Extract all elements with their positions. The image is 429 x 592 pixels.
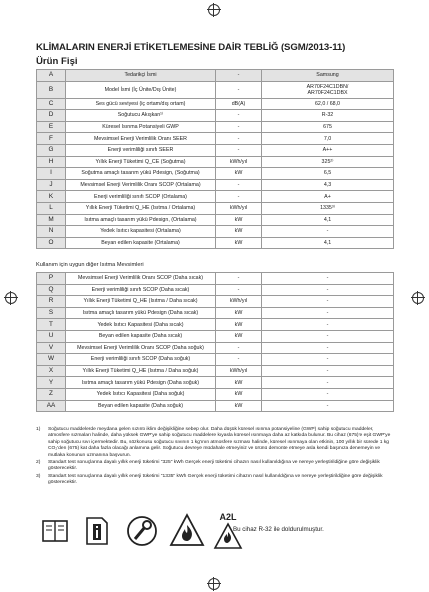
row-description: Yıllık Enerji Tüketimi Q_HE (Isıtma / Daha sıcak) <box>66 296 216 308</box>
row-letter: S <box>37 307 66 319</box>
row-description: Yıllık Enerji Tüketimi Q_HE (Isıtma / Daha soğuk) <box>66 365 216 377</box>
table-row <box>37 284 394 296</box>
row-unit: - <box>216 121 262 133</box>
table-row <box>37 307 394 319</box>
row-letter: M <box>37 214 66 226</box>
row-value: A++ <box>262 144 394 156</box>
row-value: - <box>262 400 394 412</box>
row-value: 7,0 <box>262 133 394 145</box>
row-unit: kW <box>216 168 262 180</box>
other-heating-seasons-table <box>36 272 394 412</box>
document-title: KLİMALARIN ENERJİ ETİKETLEMESİNE DAİR TEBLİĞ (SGM/2013-11) <box>36 42 346 53</box>
row-letter: L <box>37 202 66 214</box>
row-unit: - <box>216 144 262 156</box>
row-value: Samsung <box>262 70 394 82</box>
row-letter: C <box>37 98 66 110</box>
row-description: Mevsimsel Enerji Verimlilik Oranı SEER <box>66 133 216 145</box>
row-letter: U <box>37 330 66 342</box>
row-letter: N <box>37 226 66 238</box>
row-letter: B <box>37 81 66 98</box>
footnote-number: 1) <box>36 427 41 432</box>
row-letter: O <box>37 237 66 249</box>
table-row <box>37 81 394 98</box>
row-unit: kW <box>216 400 262 412</box>
row-value: 62,0 / 68,0 <box>262 98 394 110</box>
row-value: - <box>262 319 394 331</box>
table-row <box>37 110 394 122</box>
manual-book-icon <box>40 516 70 546</box>
row-letter: R <box>37 296 66 308</box>
row-description: Isıtma amaçlı tasarım yükü Pdesign (Daha soğuk) <box>66 377 216 389</box>
row-description: Enerji verimliliği sınıfı SCOP (Daha sıcak) <box>66 284 216 296</box>
flame-warning-icon <box>168 512 206 548</box>
registration-mark-top-icon <box>208 4 220 16</box>
table-row <box>37 237 394 249</box>
info-document-icon <box>82 515 112 547</box>
row-value: - <box>262 354 394 366</box>
row-description: Beyan edilen kapasite (Daha soğuk) <box>66 400 216 412</box>
table-row <box>37 179 394 191</box>
row-letter: T <box>37 319 66 331</box>
row-description: Mevsimsel Enerji Verimlilik Oranı SCOP (Daha soğuk) <box>66 342 216 354</box>
table-row <box>37 354 394 366</box>
registration-mark-bottom-icon <box>208 578 220 590</box>
row-letter: X <box>37 365 66 377</box>
row-letter: I <box>37 168 66 180</box>
row-letter: E <box>37 121 66 133</box>
row-description: Beyan edilen kapasite (Ortalama) <box>66 237 216 249</box>
row-description: Yıllık Enerji Tüketimi Q_CE (Soğutma) <box>66 156 216 168</box>
row-value: - <box>262 377 394 389</box>
row-letter: V <box>37 342 66 354</box>
registration-mark-right-icon <box>412 292 424 304</box>
tool-warning-icon <box>125 515 159 547</box>
row-value: AR70F24C1DBN/ AR70F24C1DBX <box>262 81 394 98</box>
other-heating-seasons-label: Kullanım için uygun diğer Isıtma Mevsimleri <box>36 262 144 268</box>
footnote-number: 2) <box>36 460 41 466</box>
row-value: 4,1 <box>262 214 394 226</box>
row-description: Enerji verimliliği sınıfı SCOP (Ortalama) <box>66 191 216 203</box>
table-row <box>37 319 394 331</box>
row-unit: kW <box>216 319 262 331</box>
row-unit: - <box>216 354 262 366</box>
row-value: 1335³⁾ <box>262 202 394 214</box>
table-row <box>37 273 394 285</box>
refrigerant-note: Bu cihaz R-32 ile doldurulmuştur. <box>233 526 324 533</box>
row-description: Yıllık Enerji Tüketimi Q_HE (Isıtma / Ortalama) <box>66 202 216 214</box>
row-unit: - <box>216 273 262 285</box>
row-unit: - <box>216 81 262 98</box>
document-subtitle: Ürün Fişi <box>36 56 78 67</box>
row-unit: - <box>216 70 262 82</box>
row-description: Yedek Isıtıcı kapasitesi (Ortalama) <box>66 226 216 238</box>
row-value: - <box>262 273 394 285</box>
row-unit: kW <box>216 388 262 400</box>
row-unit: - <box>216 110 262 122</box>
row-value: - <box>262 284 394 296</box>
table-row <box>37 133 394 145</box>
row-value: 325²⁾ <box>262 156 394 168</box>
row-letter: P <box>37 273 66 285</box>
footnote-text: Standart test sonuçlarına dayalı yıllık enerji tüketimi "325" kWh Gerçek enerji tüketimi cihazın nasıl kullanıldığına ve nereye yerleştirildiğine göre değişiklik gösterecektir. <box>48 460 380 472</box>
row-unit: kW <box>216 377 262 389</box>
row-description: Isıtma amaçlı tasarım yükü Pdesign, (Ortalama) <box>66 214 216 226</box>
row-value: - <box>262 226 394 238</box>
row-letter: D <box>37 110 66 122</box>
row-value: 4,3 <box>262 179 394 191</box>
table-row <box>37 121 394 133</box>
row-letter: K <box>37 191 66 203</box>
row-letter: Q <box>37 284 66 296</box>
row-letter: A <box>37 70 66 82</box>
footnotes <box>36 427 393 488</box>
row-letter: J <box>37 179 66 191</box>
table-row <box>37 156 394 168</box>
row-value: - <box>262 388 394 400</box>
table-row <box>37 191 394 203</box>
product-sheet-table <box>36 69 394 249</box>
row-unit: kWh/yıl <box>216 202 262 214</box>
row-description: Soğutucu Akışkan¹⁾ <box>66 110 216 122</box>
row-unit: dB(A) <box>216 98 262 110</box>
registration-mark-left-icon <box>5 292 17 304</box>
row-letter: AA <box>37 400 66 412</box>
row-unit: - <box>216 179 262 191</box>
row-unit: kW <box>216 307 262 319</box>
row-value: 675 <box>262 121 394 133</box>
row-unit: kWh/yıl <box>216 156 262 168</box>
footnote-text: Soğutucu maddelerde meydana gelen sızıntı iklim değişikliğine sebep olur. Daha düşük küresel ısınma potansiyeline (GWP) sahip soğutucu maddeler, atmosfere sızmaları halinde, daha yüksek GWP'ye sahip soğutucu maddelere kıyasla küresel ısınmaya daha az katkıda bulunur. Bu cihaz (675)'e eşit GWP'ye sahip soğutucu sıvı içermektedir. Bu, sözkonusu soğutucu sıvının 1 kg'ının atmosfere sızması halinde, küresel ısınmaya olan etkinin, 100 yıllık bir sürede 1 kg CO₂'den (675) kat daha fazla olacağı anlamına gelir. Soğutucu devreye müdahale etmeyiniz ve ürünü demonte etmeye asla kendi başınıza denemeyin ve mutlaka konunun uzmanına başvurun. <box>48 427 391 458</box>
footnote-number: 3) <box>36 473 41 479</box>
table-row <box>37 296 394 308</box>
row-value: 6,5 <box>262 168 394 180</box>
row-value: A+ <box>262 191 394 203</box>
row-value: R-32 <box>262 110 394 122</box>
table-row <box>37 98 394 110</box>
row-description: Yedek Isıtıcı Kapasitesi (Daha soğuk) <box>66 388 216 400</box>
row-description: Mevsimsel Enerji Verimlilik Oranı SCOP (Ortalama) <box>66 179 216 191</box>
footnote-text: Standart test sonuçlarına dayalı yıllık enerji tüketimi "1335" kWh Gerçek enerji tüketimi cihazın nasıl kullanıldığına ve nereye yerleştirildiğine göre değişiklik gösterecektir. <box>48 473 383 486</box>
row-description: Enerji verimliliği sınıfı SEER <box>66 144 216 156</box>
row-value: - <box>262 342 394 354</box>
table-row <box>37 70 394 82</box>
table-row <box>37 168 394 180</box>
footnote <box>36 427 393 459</box>
row-unit: kW <box>216 330 262 342</box>
row-description: Soğutma amaçlı tasarım yükü Pdesign, (Soğutma) <box>66 168 216 180</box>
row-letter: W <box>37 354 66 366</box>
row-unit: kWh/yıl <box>216 296 262 308</box>
row-letter: H <box>37 156 66 168</box>
table-row <box>37 144 394 156</box>
row-unit: kWh/yıl <box>216 365 262 377</box>
row-letter: G <box>37 144 66 156</box>
row-description: Küresel Isınma Potansiyeli GWP <box>66 121 216 133</box>
table-row <box>37 388 394 400</box>
table-row <box>37 377 394 389</box>
table-row <box>37 400 394 412</box>
a2l-label-text: A2L <box>219 512 237 522</box>
row-value: - <box>262 330 394 342</box>
table-row <box>37 226 394 238</box>
row-unit: - <box>216 191 262 203</box>
row-description: Enerji verimliliği sınıfı SCOP (Daha soğuk) <box>66 354 216 366</box>
row-unit: - <box>216 284 262 296</box>
table-row <box>37 365 394 377</box>
row-description: Model İsmi (İç Ünite/Dış Ünite) <box>66 81 216 98</box>
row-unit: - <box>216 133 262 145</box>
row-description: Mevsimsel Enerji Verimlilik Oranı SCOP (Daha sıcak) <box>66 273 216 285</box>
row-unit: - <box>216 342 262 354</box>
table-row <box>37 342 394 354</box>
row-letter: F <box>37 133 66 145</box>
row-description: Ses gücü seviyesi (iç ortam/dış ortam) <box>66 98 216 110</box>
row-value: - <box>262 307 394 319</box>
table-row <box>37 202 394 214</box>
warning-icons-row <box>36 510 396 560</box>
row-letter: Y <box>37 377 66 389</box>
footnote <box>36 460 393 473</box>
row-unit: kW <box>216 214 262 226</box>
row-description: Tedarikçi İsmi <box>66 70 216 82</box>
row-value: - <box>262 296 394 308</box>
row-value: - <box>262 365 394 377</box>
row-unit: kW <box>216 237 262 249</box>
row-description: Beyan edilen kapasite (Daha sıcak) <box>66 330 216 342</box>
row-unit: kW <box>216 226 262 238</box>
row-value: 4,1 <box>262 237 394 249</box>
row-letter: Z <box>37 388 66 400</box>
table-row <box>37 214 394 226</box>
footnote <box>36 474 393 487</box>
table-row <box>37 330 394 342</box>
row-description: Isıtma amaçlı tasarım yükü Pdesign (Daha sıcak) <box>66 307 216 319</box>
row-description: Yedek Isıtıcı Kapasitesi (Daha sıcak) <box>66 319 216 331</box>
